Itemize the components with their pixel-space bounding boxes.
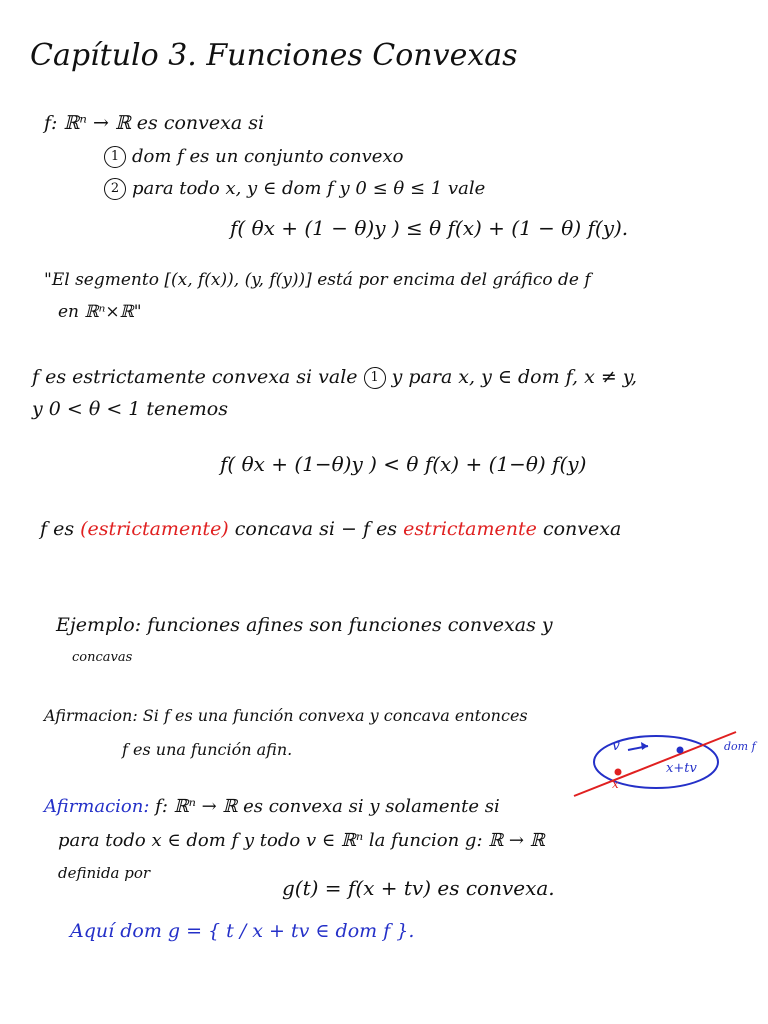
- claim-1-line-1: Afirmacion: Si f es una función convexa y concava entonces: [44, 706, 528, 725]
- condition-1-text: dom f es un conjunto convexo: [132, 146, 404, 167]
- domain-line-diagram: [568, 728, 768, 800]
- claim-1-line-2: f es una función afin.: [122, 740, 293, 759]
- example-line-1: Ejemplo: funciones afines son funciones convexas y: [56, 614, 553, 636]
- strict-line-2: y 0 < θ < 1 tenemos: [32, 398, 228, 420]
- condition-2-number: 2: [104, 178, 126, 200]
- definition-lead: f: ℝⁿ → ℝ es convexa si: [44, 112, 265, 134]
- strict-line-1-a: f es estrictamente convexa si vale: [32, 366, 358, 388]
- condition-1: [104, 146, 403, 168]
- concave-c: concava si − f es: [234, 518, 398, 540]
- x-plus-tv-label: x+tv: [666, 761, 697, 776]
- example-line-2: concavas: [72, 650, 133, 665]
- interpretation-line-2: en ℝⁿ×ℝ": [58, 302, 142, 322]
- v-arrow-head: [641, 742, 648, 750]
- concave-strict-word: estrictamente: [403, 518, 537, 540]
- point-x-plus-tv: [677, 747, 684, 754]
- condition-2-text: para todo x, y ∈ dom f y 0 ≤ θ ≤ 1 vale: [132, 178, 486, 199]
- point-x: [615, 769, 622, 776]
- strict-condition-number: 1: [364, 367, 386, 389]
- dom-f-label: dom f: [724, 740, 756, 753]
- convexity-inequality: f( θx + (1 − θ)y ) ≤ θ f(x) + (1 − θ) f(y).: [230, 216, 629, 240]
- strict-inequality: f( θx + (1−θ)y ) < θ f(x) + (1−θ) f(y): [220, 452, 587, 476]
- concave-e: convexa: [542, 518, 622, 540]
- line-through-x: [574, 732, 736, 796]
- condition-1-number: 1: [104, 146, 126, 168]
- strict-line-1-b: y para x, y ∈ dom f, x ≠ y,: [391, 366, 638, 388]
- claim-2-lead: Afirmacion:: [44, 796, 150, 817]
- interpretation-line-1: "El segmento [(x, f(x)), (y, f(y))] está por encima del gráfico de f: [44, 270, 591, 290]
- concave-strict-parenthetical: (estrictamente): [80, 518, 229, 540]
- claim-2-line-1-text: f: ℝⁿ → ℝ es convexa si y solamente si: [155, 796, 500, 817]
- condition-2: [104, 178, 485, 200]
- v-label: v: [612, 738, 620, 754]
- claim-2-line-1: [44, 796, 500, 817]
- concave-a: f es: [40, 518, 75, 540]
- strict-line-1: [32, 366, 637, 389]
- x-label: x: [612, 777, 619, 791]
- page-title: Capítulo 3. Funciones Convexas: [30, 38, 518, 73]
- claim-2-line-2: para todo x ∈ dom f y todo v ∈ ℝⁿ la funcion g: ℝ → ℝ: [58, 830, 545, 851]
- claim-2-line-3: definida por: [58, 864, 151, 882]
- claim-2-formula: g(t) = f(x + tv) es convexa.: [282, 876, 555, 900]
- concave-definition: [40, 518, 621, 540]
- dom-g-definition: Aquí dom g = { t / x + tv ∈ dom f }.: [70, 920, 415, 942]
